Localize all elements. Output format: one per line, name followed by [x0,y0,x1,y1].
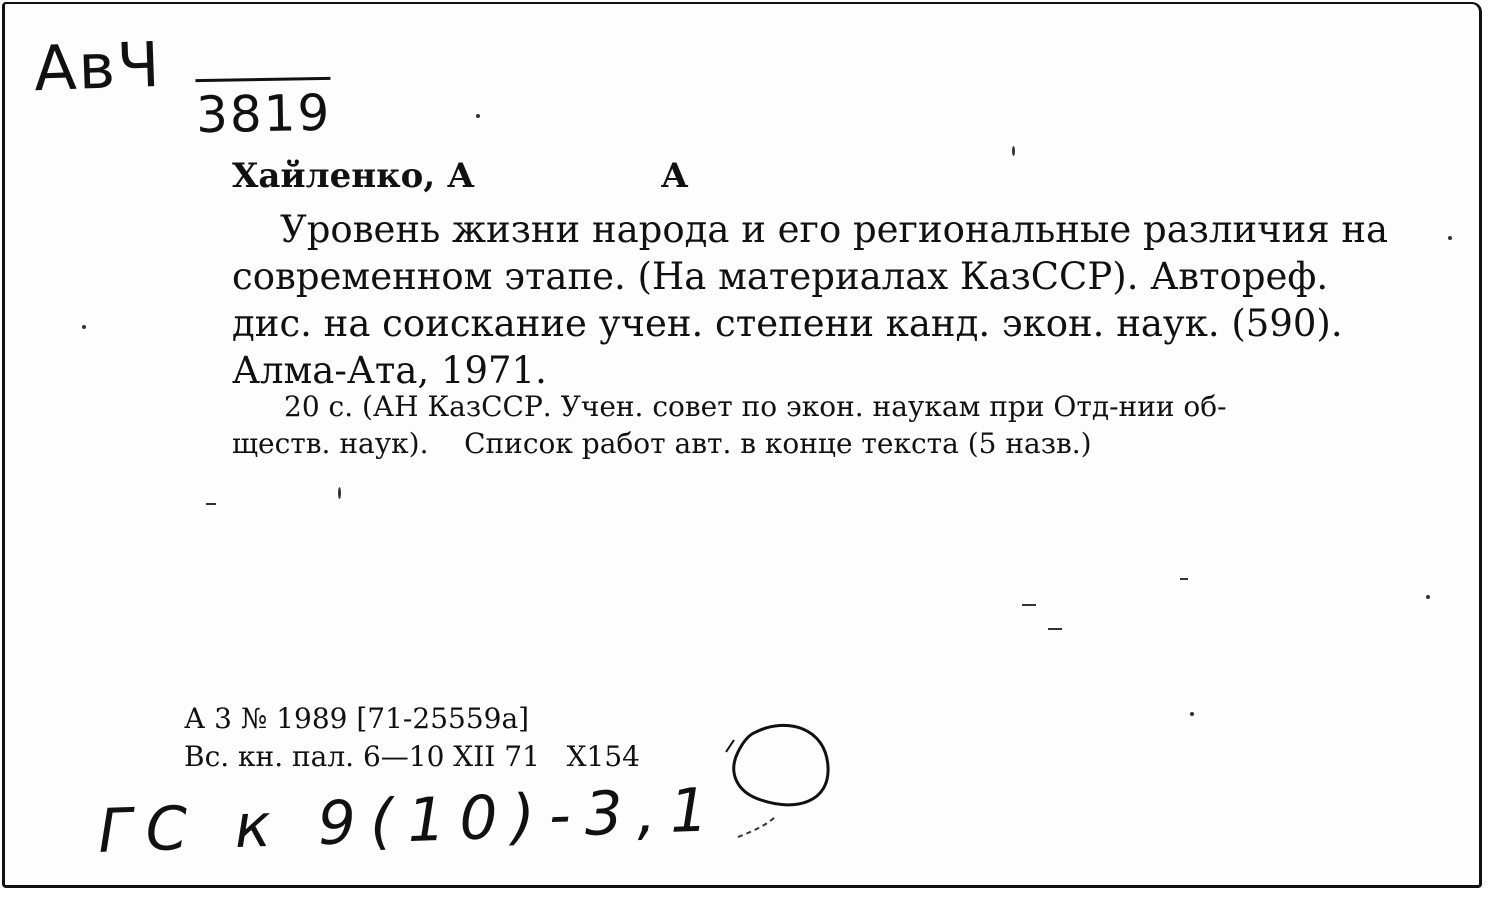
speckle [1022,604,1036,606]
speckle [206,503,216,505]
speckle [1048,628,1062,630]
speckle [1012,146,1015,156]
title-line: дис. на соискание учен. степени канд. экон. наук. (590). [232,302,1343,345]
record-line: А 3 № 1989 [71-25559а] [184,702,530,735]
speckle [338,487,341,499]
handwritten-number: 3819 [195,77,331,144]
handwritten-shelfmark: АвЧ [32,27,163,106]
description-line: 20 с. (АН КазССР. Учен. совет по экон. наукам при Отд-нии об- [284,390,1227,423]
title-line: современном этапе. (На материалах КазССР). Автореф. [232,255,1329,298]
title-block [232,206,1388,394]
bibliographic-record [184,700,640,776]
author-initial: А [660,156,689,196]
speckle [1426,595,1430,599]
physical-description [232,388,1227,462]
speckle [82,325,86,329]
handwritten-bottom-code: ГС к 9(10)-3,1 [96,775,724,867]
record-line: Вс. кн. пал. 6—10 XII 71 X154 [184,740,640,773]
speckle [476,114,480,118]
title-line: Уровень жизни народа и его региональные различия на [280,208,1389,251]
description-line: ществ. наук). Список работ авт. в конце текста (5 назв.) [232,427,1092,460]
stamp-circle-icon [716,712,846,862]
author-heading [232,156,688,196]
speckle [1180,578,1188,580]
title-line: Алма-Ата, 1971. [232,349,547,392]
author-surname: Хайленко, А [232,156,475,196]
speckle [1448,236,1452,240]
speckle [1190,712,1194,716]
